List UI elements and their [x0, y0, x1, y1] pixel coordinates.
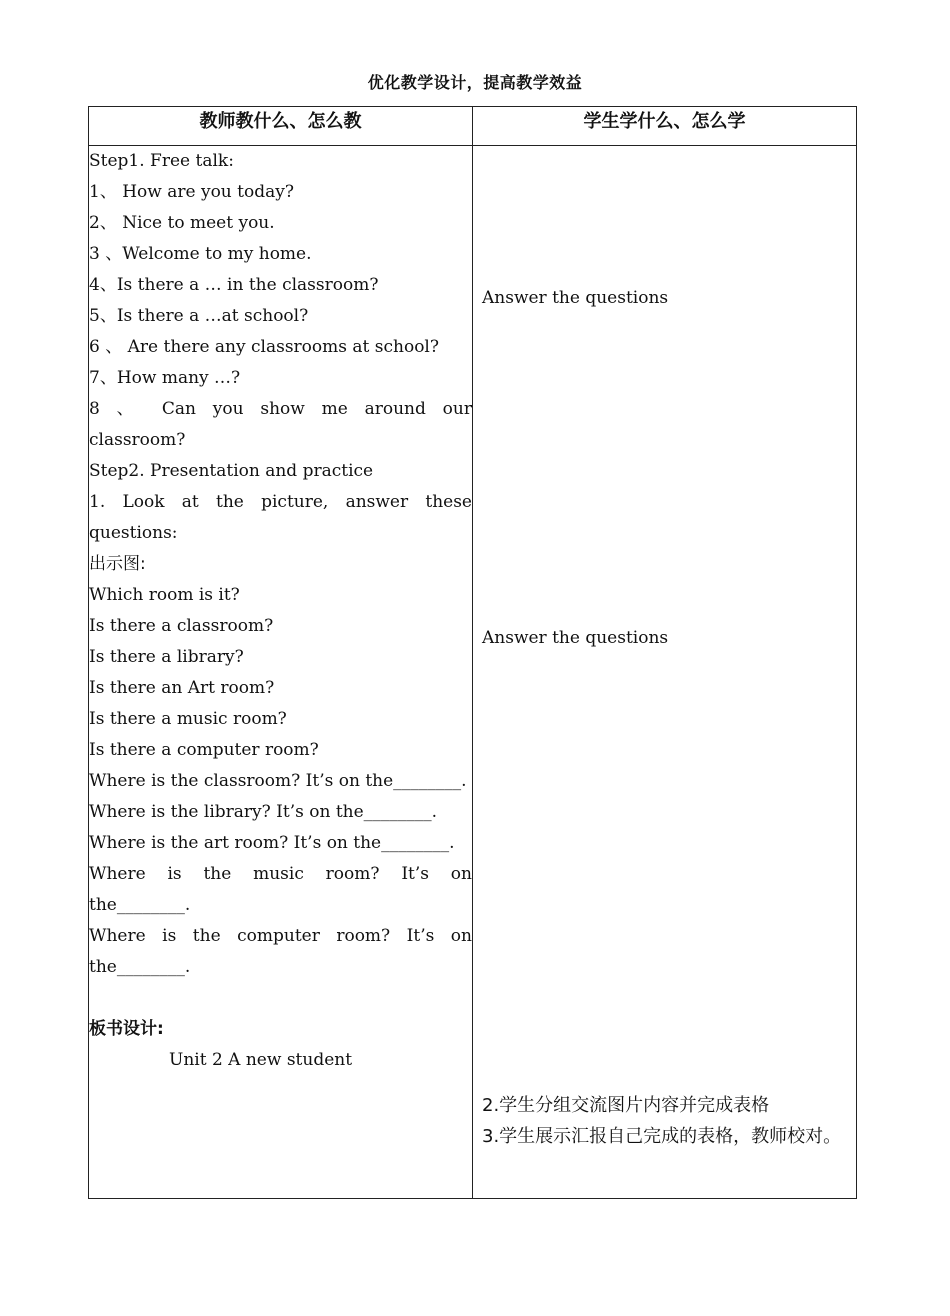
table-header-row [89, 107, 857, 146]
step2-item1: 1. Look at the picture, answer these questions: [89, 492, 472, 543]
blank-line [89, 983, 472, 1014]
free-talk-q4: 4、Is there a … in the classroom? [89, 275, 379, 295]
where-question-4: Where is the music room? It’s on the________. [89, 864, 472, 915]
show-picture-label: 出示图: [89, 554, 146, 574]
picture-question-2: Is there a classroom? [89, 616, 274, 636]
picture-question-5: Is there a music room? [89, 709, 287, 729]
free-talk-q5: 5、Is there a …at school? [89, 306, 309, 326]
where-question-2: Where is the library? It’s on the________. [89, 802, 438, 822]
picture-question-6: Is there a computer room? [89, 740, 319, 760]
student-activities [482, 1090, 848, 1152]
step2-title: Step2. Presentation and practice [89, 461, 374, 481]
where-question-1: Where is the classroom? It’s on the________. [89, 771, 467, 791]
free-talk-q1: 1、 How are you today? [89, 182, 294, 202]
free-talk-q6: 6 、 Are there any classrooms at school? [89, 337, 439, 357]
header-teacher: 教师教什么、怎么教 [89, 107, 473, 146]
header-student: 学生学什么、怎么学 [473, 107, 857, 146]
student-answer-1: Answer the questions [482, 288, 669, 308]
table-body-row [89, 146, 857, 1199]
student-step3: 3.学生展示汇报自己完成的表格，教师校对。 [482, 1126, 842, 1147]
page-title: 优化教学设计，提高教学效益 [367, 73, 583, 92]
teacher-column [89, 146, 473, 1199]
where-question-3: Where is the art room? It’s on the________. [89, 833, 455, 853]
picture-question-4: Is there an Art room? [89, 678, 275, 698]
board-design-title: Unit 2 A new student [169, 1050, 353, 1070]
student-answer-2: Answer the questions [482, 628, 669, 648]
where-question-5: Where is the computer room? It’s on the________. [89, 926, 472, 977]
free-talk-q3: 3 、Welcome to my home. [89, 244, 312, 264]
student-step2: 2.学生分组交流图片内容并完成表格 [482, 1095, 770, 1116]
picture-question-3: Is there a library? [89, 647, 244, 667]
free-talk-q2: 2、 Nice to meet you. [89, 213, 275, 233]
lesson-plan-table [88, 106, 857, 1199]
free-talk-q8: 8 、 Can you show me around our classroom? [89, 399, 472, 450]
board-design-label: 板书设计: [89, 1019, 164, 1039]
student-column [473, 146, 857, 1199]
step1-title: Step1. Free talk: [89, 151, 234, 171]
free-talk-q7: 7、How many …? [89, 368, 241, 388]
picture-question-1: Which room is it? [89, 585, 240, 605]
